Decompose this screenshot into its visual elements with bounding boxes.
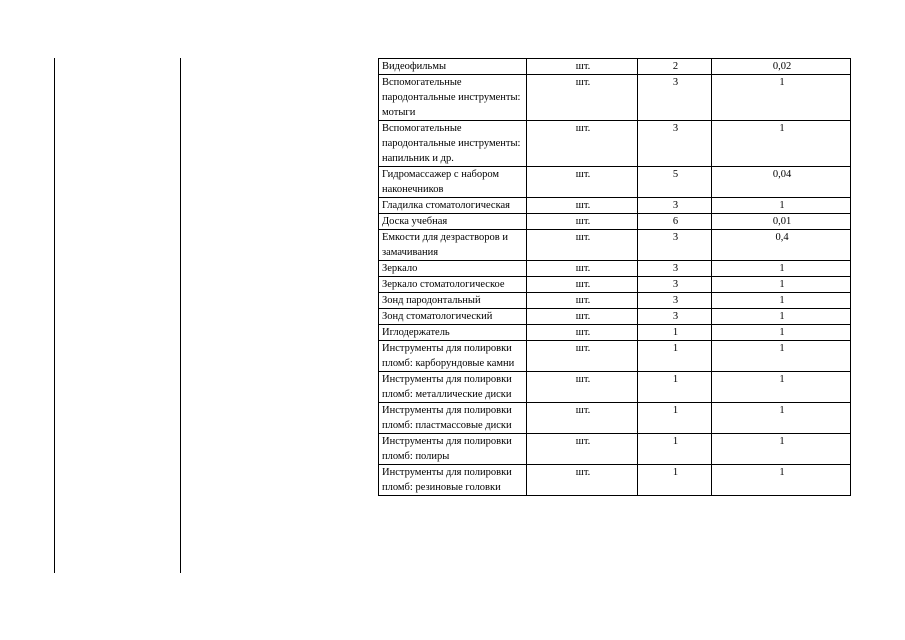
left-column-border-2: [180, 58, 181, 573]
unit-cell: шт.: [527, 434, 638, 465]
coefficient-cell: 1: [712, 277, 851, 293]
table-row: [379, 403, 851, 434]
item-name-cell: Доска учебная: [379, 214, 527, 230]
unit-cell: шт.: [527, 167, 638, 198]
unit-cell: шт.: [527, 325, 638, 341]
item-name-cell: Зонд стоматологический: [379, 309, 527, 325]
quantity-cell: 1: [638, 434, 712, 465]
item-name-cell: Зеркало стоматологическое: [379, 277, 527, 293]
equipment-table-body: [379, 59, 851, 496]
coefficient-cell: 1: [712, 261, 851, 277]
coefficient-cell: 1: [712, 75, 851, 121]
unit-cell: шт.: [527, 293, 638, 309]
table-row: [379, 167, 851, 198]
item-name-cell: Гладилка стоматологическая: [379, 198, 527, 214]
coefficient-cell: 0,4: [712, 230, 851, 261]
coefficient-cell: 1: [712, 121, 851, 167]
quantity-cell: 1: [638, 372, 712, 403]
unit-cell: шт.: [527, 277, 638, 293]
item-name-cell: Инструменты для полировки пломб: резиновые головки: [379, 465, 527, 496]
unit-cell: шт.: [527, 230, 638, 261]
unit-cell: шт.: [527, 75, 638, 121]
table-row: [379, 325, 851, 341]
item-name-cell: Инструменты для полировки пломб: пластмассовые диски: [379, 403, 527, 434]
coefficient-cell: 1: [712, 325, 851, 341]
table-row: [379, 465, 851, 496]
table-row: [379, 434, 851, 465]
quantity-cell: 1: [638, 325, 712, 341]
item-name-cell: Видеофильмы: [379, 59, 527, 75]
equipment-table: [378, 58, 851, 496]
coefficient-cell: 1: [712, 372, 851, 403]
coefficient-cell: 1: [712, 309, 851, 325]
table-row: [379, 372, 851, 403]
table-row: [379, 230, 851, 261]
unit-cell: шт.: [527, 214, 638, 230]
item-name-cell: Зонд пародонтальный: [379, 293, 527, 309]
table-row: [379, 198, 851, 214]
item-name-cell: Емкости для дезрастворов и замачивания: [379, 230, 527, 261]
table-row: [379, 309, 851, 325]
quantity-cell: 3: [638, 261, 712, 277]
coefficient-cell: 0,04: [712, 167, 851, 198]
item-name-cell: Иглодержатель: [379, 325, 527, 341]
item-name-cell: Гидромассажер с набором наконечников: [379, 167, 527, 198]
quantity-cell: 3: [638, 309, 712, 325]
unit-cell: шт.: [527, 121, 638, 167]
item-name-cell: Вспомогательные пародонтальные инструменты: напильник и др.: [379, 121, 527, 167]
unit-cell: шт.: [527, 198, 638, 214]
quantity-cell: 3: [638, 230, 712, 261]
coefficient-cell: 1: [712, 465, 851, 496]
unit-cell: шт.: [527, 465, 638, 496]
unit-cell: шт.: [527, 59, 638, 75]
left-column-border-1: [54, 58, 55, 573]
coefficient-cell: 1: [712, 403, 851, 434]
quantity-cell: 1: [638, 465, 712, 496]
coefficient-cell: 1: [712, 293, 851, 309]
quantity-cell: 1: [638, 341, 712, 372]
table-row: [379, 293, 851, 309]
coefficient-cell: 1: [712, 434, 851, 465]
quantity-cell: 1: [638, 403, 712, 434]
table-row: [379, 75, 851, 121]
table-row: [379, 121, 851, 167]
quantity-cell: 3: [638, 293, 712, 309]
item-name-cell: Инструменты для полировки пломб: карборундовые камни: [379, 341, 527, 372]
table-row: [379, 341, 851, 372]
unit-cell: шт.: [527, 403, 638, 434]
quantity-cell: 5: [638, 167, 712, 198]
coefficient-cell: 0,01: [712, 214, 851, 230]
unit-cell: шт.: [527, 261, 638, 277]
coefficient-cell: 1: [712, 198, 851, 214]
quantity-cell: 3: [638, 75, 712, 121]
quantity-cell: 3: [638, 198, 712, 214]
table-row: [379, 261, 851, 277]
unit-cell: шт.: [527, 309, 638, 325]
unit-cell: шт.: [527, 372, 638, 403]
table-row: [379, 59, 851, 75]
item-name-cell: Вспомогательные пародонтальные инструменты: мотыги: [379, 75, 527, 121]
item-name-cell: Зеркало: [379, 261, 527, 277]
table-row: [379, 277, 851, 293]
quantity-cell: 3: [638, 121, 712, 167]
item-name-cell: Инструменты для полировки пломб: металлические диски: [379, 372, 527, 403]
unit-cell: шт.: [527, 341, 638, 372]
coefficient-cell: 1: [712, 341, 851, 372]
table-row: [379, 214, 851, 230]
item-name-cell: Инструменты для полировки пломб: полиры: [379, 434, 527, 465]
coefficient-cell: 0,02: [712, 59, 851, 75]
quantity-cell: 6: [638, 214, 712, 230]
quantity-cell: 3: [638, 277, 712, 293]
quantity-cell: 2: [638, 59, 712, 75]
